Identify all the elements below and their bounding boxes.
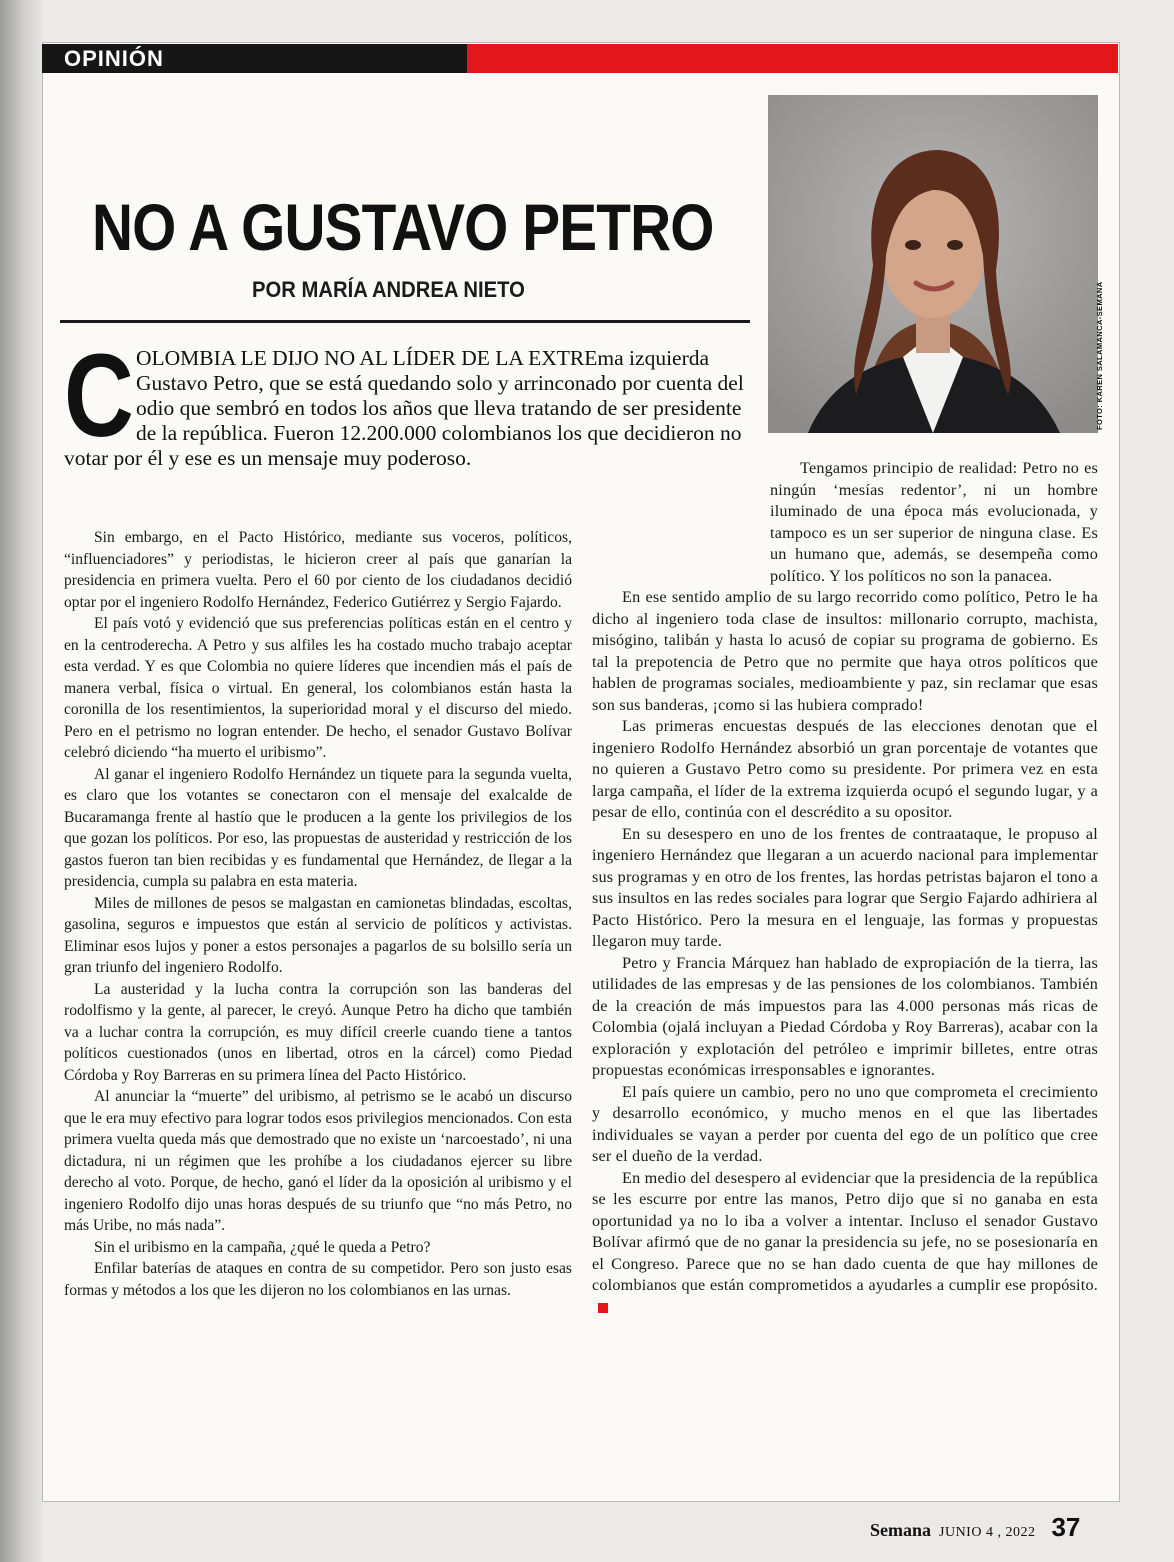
author-portrait-image xyxy=(768,95,1098,433)
paragraph: Las primeras encuestas después de las elecciones denotan que el ingeniero Rodolfo Hernández absorbió un gran porcentaje de votantes que no quieren a Gustavo Petro como su presidente. Por primera vez en esta larga campaña, el líder de la extrema izquierda ocupó el segundo lugar, y a pesar de ello, continúa con el descrédito a su opositor. xyxy=(592,717,1098,821)
page-number: 37 xyxy=(1051,1512,1081,1542)
photo-credit: FOTO: KAREN SALAMANCA-SEMANA xyxy=(1095,281,1104,430)
final-paragraph xyxy=(592,1168,1098,1319)
paragraph: Petro y Francia Márquez han hablado de expropiación de la tierra, las utilidades de las empresas y de las pensiones de los colombianos. También de la creación de más impuestos para las 4.000 personas más ricas de Colombia (ojalá incluyan a Piedad Córdoba y Roy Barreras), acabar con la exploración y explotación del petróleo e imprimir billetes, entre otras propuestas económicas irresponsables e ignorantes. xyxy=(592,953,1098,1079)
page-footer xyxy=(870,1512,1080,1543)
headline: NO A GUSTAVO PETRO xyxy=(92,190,714,264)
paragraph-text: En medio del desespero al evidenciar que la presidencia de la república se les escurre por entre las manos, Petro dijo que si no ganaba en esta oportunidad ya no lo iba a volver a intentar. Incluso el senador Gustavo Bolívar afirmó que de no ganar la presidencia su jefe, no se posesionaría en el Congreso. Parece que no se han dado cuenta de que hay millones de colombianos que están comprometidos a ayudarles a cumplir ese propósito. xyxy=(592,1168,1098,1294)
end-mark-icon xyxy=(598,1303,608,1313)
paragraph: En su desespero en uno de los frentes de contraataque, le propuso al ingeniero Hernández que llegaran a un acuerdo nacional para implementar sus programas y en otro de los frentes, las hordas petristas bajaron el tono a sus insultos en las redes sociales para lograr que Sergio Fajardo adhiriera al Pacto Histórico. Pero la mesura en el lenguaje, las formas y propuestas llegaron muy tarde. xyxy=(592,824,1098,950)
headline-rule xyxy=(60,320,750,323)
paragraph: El país quiere un cambio, pero no uno que comprometa el crecimiento y desarrollo económico, y mucho menos en el que las libertades individuales se vayan a perder por cuenta del ego de un político que cree ser el dueño de la verdad. xyxy=(592,1082,1098,1165)
paragraph: La austeridad y la lucha contra la corrupción son las banderas del rodolfismo y la gente, al parecer, le creyó. Aunque Petro ha dicho que también va a luchar contra la corrupción, es muy difícil creerle cuando tiene a tantos políticos cuestionados (unos en libertad, otros en la cárcel) como Piedad Córdoba y Roy Barreras en su primera línea del Pacto Histórico. xyxy=(64,980,572,1084)
paragraph: Al ganar el ingeniero Rodolfo Hernández un tiquete para la segunda vuelta, es claro que los votantes se conectaron con el mensaje del exalcalde de Bucaramanga frente al hastío que le producen a la gente los privilegios de los que gozan los políticos. Por eso, las propuestas de austeridad y restricción de los gastos fueron tan bien recibidas y es fundamental que Hernández, de llegar a la presidencia, cumpla su palabra en esta materia. xyxy=(64,765,572,890)
author-photo xyxy=(768,95,1098,433)
issue-date: JUNIO 4 , 2022 xyxy=(939,1525,1036,1540)
section-accent-bar xyxy=(467,44,1118,73)
section-bar xyxy=(42,44,1118,73)
magazine-name: Semana xyxy=(870,1520,932,1540)
paragraph: El país votó y evidenció que sus preferencias políticas están en el centro y en la centroderecha. A Petro y sus alfiles les ha costado mucho trabajo aceptar esta verdad. Y es que Colombia no quiere líderes que incendien más el país de manera verbal, física o virtual. En general, los colombianos están hasta la coronilla de los resentimientos, la superioridad moral y el discurso del miedo. Pero en el petrismo no logran entender. De hecho, el senador Gustavo Bolívar celebró diciendo “ha muerto el uribismo”. xyxy=(64,615,572,761)
lede-text: OLOMBIA LE DIJO NO AL LÍDER DE LA EXTREma izquierda Gustavo Petro, que se está quedando solo y arrinconado por cuenta del odio que sembró en todos los años que lleva tratando de ser presidente de la república. Fueron 12.200.000 colombianos los que decidieron no votar por él y ese es un mensaje muy poderoso. xyxy=(64,346,744,470)
article-column-right xyxy=(592,458,1098,1318)
drop-cap: C xyxy=(64,330,134,462)
paragraph: En ese sentido amplio de su largo recorrido como político, Petro le ha dicho al ingeniero toda clase de insultos: millonario corrupto, machista, misógino, talibán y hasta lo acusó de copiar su programa de gobierno. Es tal la prepotencia de Petro que no permite que haya otros políticos que hablen de programas sociales, medioambiente y paz, sin reclamar que esas son sus banderas, ¡como si las hubiera comprado! xyxy=(592,588,1098,714)
section-label: OPINIÓN xyxy=(42,44,467,73)
paragraph: Sin embargo, en el Pacto Histórico, mediante sus voceros, políticos, “influenciadores” y periodistas, le hicieron creer al país que ganarían la presidencia en primera vuelta. Pero el 60 por ciento de los ciudadanos decidió optar por el ingeniero Rodolfo Hernández, Federico Gutiérrez y Sergio Fajardo. xyxy=(64,529,572,611)
article-column-left xyxy=(64,527,572,1301)
paragraph: Miles de millones de pesos se malgastan en camionetas blindadas, escoltas, gasolina, seguros e impuestos que están al servicio de políticos y activistas. Eliminar esos lujos y poner a estos personajes a pagarlos de su bolsillo sería un gran triunfo del ingeniero Rodolfo. xyxy=(64,894,572,976)
paragraph: Sin el uribismo en la campaña, ¿qué le queda a Petro? xyxy=(94,1238,431,1256)
byline: POR MARÍA ANDREA NIETO xyxy=(252,277,525,302)
paragraph: Tengamos principio de realidad: Petro no es ningún ‘mesías redentor’, ni un hombre iluminado de una época más evolucionada, y tampoco es un ser superior de ninguna clase. Es un humano que, además, se desempeña como político. Y los políticos no son la panacea. xyxy=(770,459,1098,585)
paragraph: Enfilar baterías de ataques en contra de su competidor. Pero son justo esas formas y métodos a los que les dijeron no los colombianos en las urnas. xyxy=(64,1260,572,1299)
binding-shadow xyxy=(0,0,42,1562)
paragraph: Al anunciar la “muerte” del uribismo, al petrismo se le acabó un discurso que le era muy efectivo para lograr todos esos privilegios mencionados. Con esta primera vuelta queda más que demostrado que no existe un ‘narcoestado’, ni una dictadura, ni un régimen que les prohíbe a los ciudadanos ejercer su libre derecho al voto. Porque, de hecho, ganó el líder da la oposición al uribismo y el ingeniero Rodolfo dijo unas horas después de su triunfo que “no más Petro, no más Uribe, no más nada”. xyxy=(64,1088,572,1234)
lede-paragraph xyxy=(64,330,754,471)
